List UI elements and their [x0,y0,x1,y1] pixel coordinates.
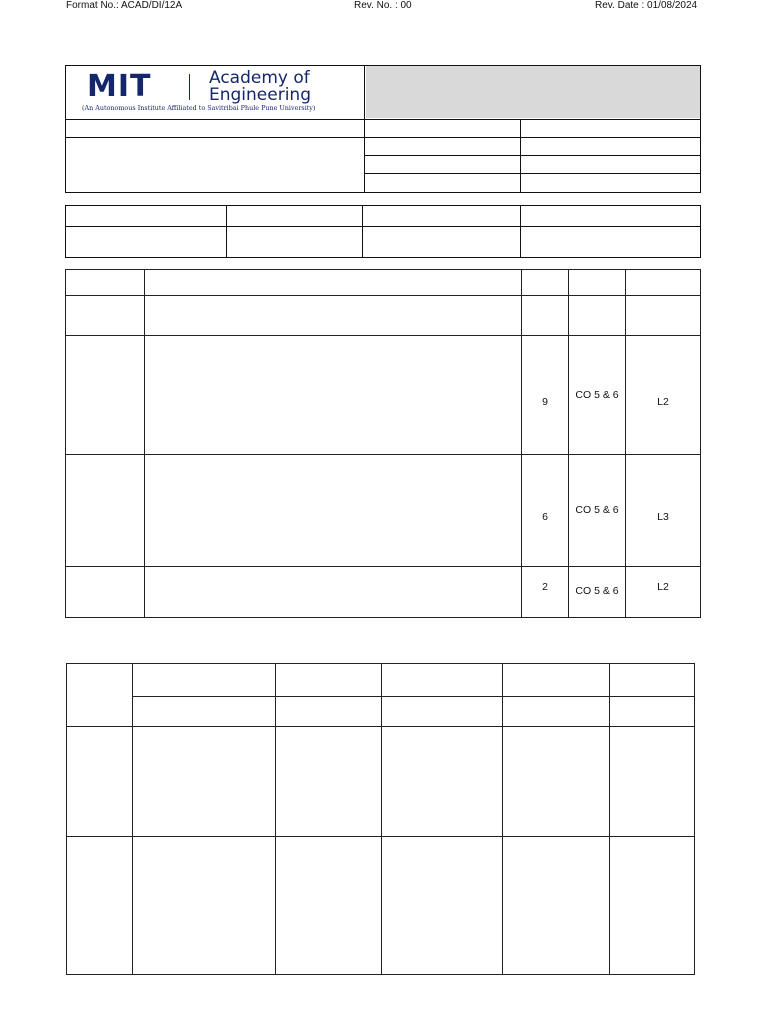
institute-logo [70,68,362,118]
table-divider [520,119,521,193]
table-divider [364,155,701,156]
table-divider [132,696,695,697]
question-co: CO 5 & 6 [575,585,619,597]
table-divider [65,119,701,120]
logo-line-2: Engineering [209,85,311,105]
revision-number: Rev. No. : 00 [354,0,412,11]
table-divider [609,663,610,975]
table-divider [65,226,701,227]
exam-info-table [65,205,701,258]
logo-mit-text: MIT [87,69,152,104]
table-divider [132,663,133,975]
table-divider [226,205,227,258]
logo-subtitle: (An Autonomous Institute Affiliated to Savitribai Phule Pune University) [82,104,316,112]
question-marks: 2 [542,581,548,593]
table-divider [66,726,695,727]
question-level: L3 [657,511,669,523]
revision-date: Rev. Date : 01/08/2024 [595,0,698,11]
table-divider [362,205,363,258]
title-shaded-cell [366,66,700,118]
question-level: L2 [657,396,669,408]
question-co: CO 5 & 6 [575,389,619,401]
table-divider [502,663,503,975]
table-divider [65,335,701,336]
logo-line-1: Academy of [209,68,310,88]
table-divider [65,454,701,455]
table-divider [65,137,701,138]
table-divider [65,566,701,567]
table-divider [66,836,695,837]
logo-separator [189,74,190,100]
question-level: L2 [657,581,669,593]
question-marks: 6 [542,511,548,523]
table-divider [381,663,382,975]
format-number: Format No.: ACAD/DI/12A [66,0,183,11]
table-divider [275,663,276,975]
question-marks: 9 [542,396,548,408]
table-divider [520,205,521,258]
question-co: CO 5 & 6 [575,504,619,516]
table-divider [65,295,701,296]
table-divider [364,173,701,174]
